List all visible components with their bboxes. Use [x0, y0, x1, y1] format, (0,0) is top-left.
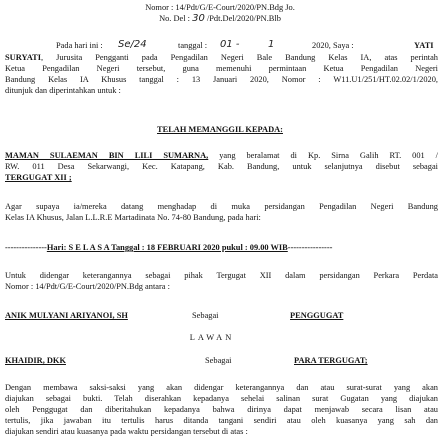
closing-line-5: diajukan sendiri atau kuasanya pada waktu persidangan tersebut di atas : — [5, 427, 248, 436]
delegation-suffix: /Pdt.Del/2020/PN.Blb — [206, 14, 281, 23]
closing-line-2: diajukan sebagai bukti. Telah diserahkan kepadanya sehelai salinan surat Gugatan yang diajukan — [5, 394, 438, 403]
section-title: TELAH MEMANGGIL KEPADA: — [157, 125, 283, 134]
summons-line-2: Kelas IA Khusus, Jalan L.L.R.E Martadinata No. 74-80 Bandung, pada hari: — [5, 213, 261, 222]
recipient-address-1: yang beralamat di Kp. Sirna Galih RT. 001 / — [208, 151, 438, 160]
summons-line-1: Agar supaya ia/mereka datang menghadap di muka persidangan Pengadilan Negeri Bandung — [5, 202, 438, 211]
intro-line-2-text: , Jurusita Pengganti pada Pengadilan Negeri Bale Bandung Kelas IA, atas perintah — [41, 53, 438, 62]
bailiff-name-start: YATI — [414, 41, 434, 50]
hearing-date-text: Hari: S E L A S A Tanggal : 18 FEBRUARI 2020 pukul : 09.00 WIB — [46, 243, 288, 252]
intro-month-handwritten: 1 — [268, 39, 275, 50]
closing-line-1: Dengan membawa saksi-saksi yang akan didengar keterangannya dan atau surat-surat yang akan — [5, 383, 438, 392]
defendant-name: KHAIDIR, DKK — [5, 356, 66, 365]
case-number: Nomor : 14/Pdt/G/E-Court/2020/PN.Bdg Jo. — [145, 3, 295, 12]
versus-label: LAWAN — [189, 333, 235, 342]
intro-line-4: Bandung Kelas IA Khusus tanggal : 13 Januari 2020, Nomor : W11.U1/251/HT.02.02/1/2020, — [5, 75, 438, 84]
intro-line-2 — [5, 53, 438, 63]
purpose-line-1: Untuk didengar keterangannya sebagai pihak Tergugat XII dalam persidangan Perkara Perdata — [5, 271, 438, 280]
recipient-line-1 — [5, 151, 438, 161]
intro-line-5: ditunjuk dan diperintahkan untuk : — [5, 86, 121, 95]
defendant-sebagai: Sebagai — [205, 356, 232, 365]
bailiff-name-end: SURYATI — [5, 53, 42, 62]
recipient-line-2: RW. 011 Desa Sekarwangi, Kec. Katapang, Kab. Bandung, untuk selanjutnya disebut sebagai — [5, 162, 438, 171]
intro-day-label: Pada hari ini : — [56, 41, 103, 50]
plaintiff-role: PENGGUGAT — [290, 311, 344, 320]
intro-line-3: Ketua Pengadilan Negeri tersebut, guna memenuhi permintaan Ketua Pengadilan Negeri — [5, 64, 438, 73]
intro-day-handwritten: Se/24 — [118, 39, 147, 50]
intro-date-label: tanggal : — [178, 41, 208, 50]
delegation-handwritten-number: 30 — [192, 13, 205, 24]
recipient-name: MAMAN SULAEMAN BIN LILI SUMARNA, — [5, 151, 209, 160]
plaintiff-sebagai: Sebagai — [192, 311, 219, 320]
hearing-dashes-right: ---------------- — [287, 243, 333, 252]
intro-year-saya: 2020, Saya : — [312, 41, 354, 50]
purpose-line-2: Nomor : 14/Pdt/G/E-Court/2020/PN.Bdg antara : — [5, 282, 170, 291]
closing-line-4: tertulis, jika jawaban itu tertulis harus ditanda tangani sendiri atau oleh kuasanya yang sah dan — [5, 416, 438, 425]
hearing-dashes-left: --------------- — [5, 243, 47, 252]
closing-line-3: oleh Penggugat dan diberitahukan kepadanya bahwa dirinya dapat menjawab secara lisan atau — [5, 405, 438, 414]
defendant-role: PARA TERGUGAT; — [294, 356, 368, 365]
intro-date-handwritten: 01 - — [220, 39, 240, 50]
plaintiff-name: ANIK MULYANI ARIYANOI, SH — [5, 311, 128, 320]
hearing-date-line — [5, 243, 332, 253]
recipient-role: TERGUGAT XII ; — [5, 173, 72, 182]
delegation-prefix: No. Del : — [159, 14, 190, 23]
delegation-number — [0, 14, 440, 24]
